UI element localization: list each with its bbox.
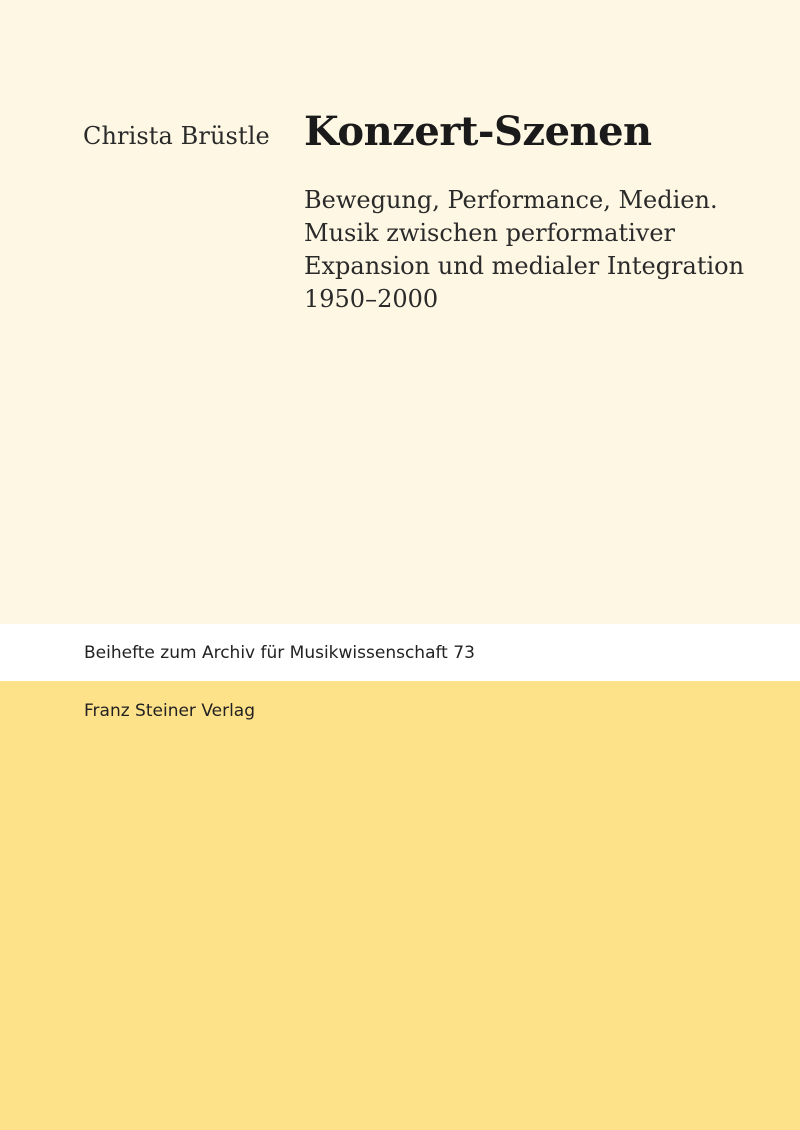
subtitle-line: Expansion und medialer Integration	[304, 252, 745, 280]
author-name: Christa Brüstle	[83, 122, 270, 150]
series-title: Beihefte zum Archiv für Musikwissenschaft 73	[84, 643, 475, 663]
book-subtitle	[304, 184, 774, 316]
book-title: Konzert-Szenen	[304, 108, 652, 155]
subtitle-line: 1950–2000	[304, 285, 439, 313]
cover-bottom-panel	[0, 681, 800, 1130]
subtitle-line: Bewegung, Performance, Medien.	[304, 186, 718, 214]
publisher-name: Franz Steiner Verlag	[84, 701, 256, 721]
subtitle-line: Musik zwischen performativer	[304, 219, 676, 247]
